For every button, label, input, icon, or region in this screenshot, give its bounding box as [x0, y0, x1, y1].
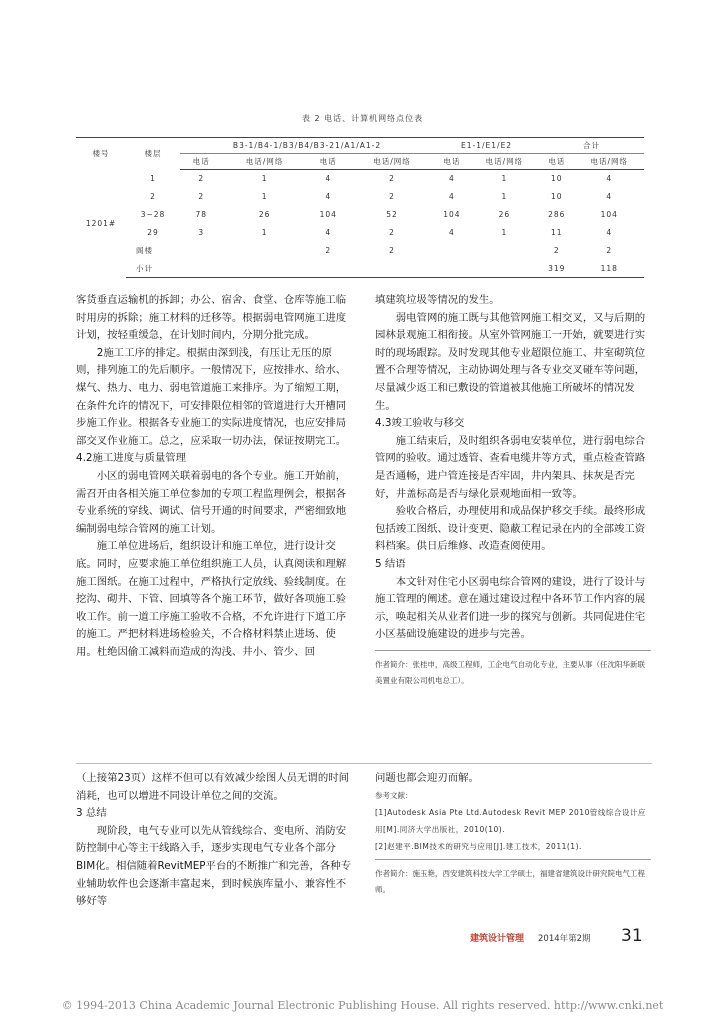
table-cell: 26	[258, 210, 271, 219]
table-cell: 2	[389, 228, 395, 237]
section-heading: 4.3竣工验收与移交	[375, 417, 465, 430]
table-cell: 118	[575, 260, 644, 278]
body-paragraph: 现阶段，电气专业可以先从管线综合、变电所、消防安防控制中心等主干线路入手，逐步实现电气专业各个部分BIM化。相信随着RevitMEP平台的不断推广和完善，各种专业辅助软件也会逐渐丰富起来，到时候族库量小、兼容性不够好等	[76, 824, 352, 908]
table-row	[76, 170, 644, 188]
table-cell: 2	[325, 246, 332, 255]
table-cell: 104	[443, 210, 461, 219]
header-phone-net: 电话/网络	[575, 154, 644, 170]
table-cell: 104	[319, 210, 337, 219]
body-paragraph: 小区的弱电管网关联着弱电的各个专业。施工开始前，需召开由各相关施工单位参加的专项工程监理例会，根据各专业系统的穿线、调试、信号开通的时间要求，严密细致地编制弱电综合管网的施工计划。	[76, 469, 347, 535]
table-cell: 4	[606, 192, 613, 201]
header-phone: 电话	[180, 154, 223, 170]
table-cell: 319	[539, 260, 575, 278]
table-cell	[223, 260, 307, 278]
table-cell: 104	[600, 210, 618, 219]
table-row	[76, 206, 644, 224]
table-cell	[470, 242, 539, 260]
table-cell	[350, 260, 434, 278]
header-group-2: E1-1/E1/E2	[434, 138, 539, 154]
table-cell: 286	[548, 210, 566, 219]
table-cell: 10	[551, 192, 563, 201]
table-cell: 2	[389, 192, 395, 201]
table-cell: 4	[606, 174, 613, 184]
header-group-total: 合计	[539, 138, 644, 154]
table-cell: 2	[198, 174, 205, 184]
author-note: 作者简介：施玉艳，西安建筑科技大学工学硕士，福建省建筑设计研究院电气工程师。	[375, 868, 645, 894]
table-caption: 表 2 电话、计算机网络点位表	[301, 114, 424, 123]
right-column	[375, 292, 651, 689]
reference-item: [1]Autodesk Asia Pte Ltd.Autodesk Revit MEP 2010管线综合设计应用[M].同济大学出版社，2010(10).	[375, 807, 646, 834]
table-cell: 4	[606, 228, 613, 237]
building-cell: 1201#	[85, 219, 117, 228]
body-paragraph: 验收合格后，办理使用和成品保护移交手续。最终形成包括竣工图纸、设计变更、隐蔽工程记录在内的全部竣工资料档案。供日后维修、改造查阅使用。	[375, 505, 646, 553]
floor-cell: 阁楼	[136, 246, 153, 255]
table-cell: 2	[198, 192, 205, 201]
table-cell: 3	[198, 228, 205, 237]
author-divider	[375, 859, 651, 860]
header-phone: 电话	[434, 154, 470, 170]
table-cell: 2	[553, 246, 560, 255]
table-cell	[434, 242, 470, 260]
table-row	[76, 188, 644, 206]
table-cell: 4	[449, 192, 455, 201]
floor-cell: 2	[150, 192, 156, 201]
table-cell: 2	[389, 246, 395, 255]
table-cell: 1	[501, 174, 508, 184]
body-paragraph: 问题也都会迎刃而解。	[375, 772, 479, 784]
table-cell: 1	[501, 192, 508, 201]
table-cell	[470, 260, 539, 278]
table-cell: 52	[386, 210, 398, 219]
header-building: 楼号	[76, 138, 126, 170]
table-cell: 4	[325, 174, 332, 184]
table-cell	[180, 260, 223, 278]
header-phone-net: 电话/网络	[223, 154, 307, 170]
header-floor: 楼层	[126, 138, 180, 170]
page-footer	[470, 928, 670, 948]
table-row	[76, 242, 644, 260]
body-paragraph: 施工结束后，及时组织各弱电安装单位，进行弱电综合管网的验收。通过透管、查看电缆井等方式，重点检查管路是否通畅，进户管连接是否牢固，井内架具、抹灰是否完好，井盖标高是否与绿化景观地面相一致等。	[375, 434, 646, 500]
table-cell: 11	[551, 228, 563, 237]
issue-label: 2014年第2期	[538, 934, 591, 944]
body-paragraph: 2施工工序的排定。根据由深到浅，有压让无压的原则，排列施工的先后顺序。一般情况下，应按排水、给水、煤气、热力、电力、弱电管道施工来排序。为了缩短工期，在条件允许的情况下，可安排限位相邻的管道进行大开槽同步施工作业。根据各专业施工的实际进度情况，也应安排局部交叉作业施工。总之，应采取一切办法，保证按期完工。	[76, 346, 347, 447]
section-heading: 4.2施工进度与质量管理	[76, 452, 187, 465]
phone-network-table	[76, 137, 644, 278]
table-cell: 1	[261, 174, 268, 184]
table-cell: 4	[449, 174, 455, 184]
bottom-right-column	[375, 770, 651, 898]
page-divider	[76, 763, 652, 764]
table-cell: 2	[389, 174, 395, 184]
table-row	[76, 260, 644, 278]
copyright-notice: © 1994-2013 China Academic Journal Electronic Publishing House. All rights reserved. http://www.cnki.net	[61, 999, 664, 1012]
body-paragraph: 本文针对住宅小区弱电综合管网的建设，进行了设计与施工管理的阐述。意在通过建设过程中各环节工作内容的展示，唤起相关从业者们进一步的探究与创新。共同促进住宅小区基础设施建设的进步与完善。	[375, 575, 646, 641]
table-row	[76, 224, 644, 242]
table-cell: 1	[261, 192, 268, 201]
floor-cell: 3~28	[140, 210, 166, 219]
table-cell: 10	[551, 174, 563, 184]
table-cell: 1	[261, 228, 268, 237]
header-phone-net: 电话/网络	[470, 154, 539, 170]
section-heading: 3 总结	[76, 807, 107, 820]
body-paragraph: 弱电管网的施工既与其他管网施工相交叉，又与后期的园林景观施工相衔接。从室外管网施工一开始，就要进行实时的现场跟踪。及时发现其他专业超限位施工、井室砌筑位置不合理等情况，主动协调处理与各专业交叉碰车等问题，尽量减少返工和已敷设的管道被其他施工所破坏的情况发生。	[375, 311, 646, 412]
table-cell	[180, 242, 223, 260]
header-phone: 电话	[539, 154, 575, 170]
header-group-1: B3-1/B4-1/B3/B4/B3-21/A1/A1-2	[180, 138, 434, 154]
author-note: 作者简介：张桂申，高级工程师，工企电气自动化专业，主要从事（任沈阳华新联美置业有限公司机电总工）。	[375, 659, 645, 685]
page-number: 31	[621, 926, 643, 946]
header-phone: 电话	[307, 154, 350, 170]
author-divider	[375, 650, 651, 651]
table-cell: 4	[325, 192, 332, 201]
table-cell: 2	[606, 246, 613, 255]
table-cell	[223, 242, 307, 260]
table-cell: 78	[195, 210, 208, 219]
floor-cell: 1	[150, 174, 156, 183]
header-phone-net: 电话/网络	[350, 154, 434, 170]
section-heading: 5 结语	[375, 557, 406, 570]
floor-cell: 小计	[126, 260, 180, 278]
table-cell: 4	[325, 228, 332, 237]
table-cell: 1	[501, 228, 508, 237]
table-cell: 4	[449, 228, 455, 237]
bottom-left-column	[76, 770, 352, 911]
journal-brand: 建筑设计管理	[470, 934, 525, 944]
table-cell	[307, 260, 350, 278]
body-paragraph: 施工单位进场后，组织设计和施工单位，进行设计交底。同时，应要求施工单位组织施工人员，认真阅读和理解施工图纸。在施工过程中，严格执行定放线、验线制度。在挖沟、砌井、下管、回填等各个施工环节，做好各项施工验收工作。前一道工序施工验收不合格，不允许进行下道工序的施工。严把材料进场检验关，不合格材料禁止进场、使用。杜绝因偷工减料而造成的沟浅、井小、管少、回	[76, 540, 347, 658]
body-paragraph: （上接第23页）这样不但可以有效减少绘图人员无谓的时间消耗，也可以增进不同设计单位之间的交流。	[76, 772, 349, 802]
body-paragraph: 客货垂直运输机的拆卸；办公、宿舍、食堂、仓库等施工临时用房的拆除；施工材料的迁移等。根据弱电管网施工进度计划，按轻重缓急，在计划时间内，分期分批完成。	[76, 294, 347, 342]
reference-item: [2]赵建平.BIM技术的研究与应用[J].建工技术，2011(1).	[375, 841, 582, 851]
left-column	[76, 292, 352, 661]
body-paragraph: 填建筑垃圾等情况的发生。	[375, 294, 500, 306]
floor-cell: 29	[147, 228, 159, 237]
table-cell: 26	[498, 210, 511, 219]
references-title: 参考文献：	[375, 790, 413, 800]
table-cell	[434, 260, 470, 278]
